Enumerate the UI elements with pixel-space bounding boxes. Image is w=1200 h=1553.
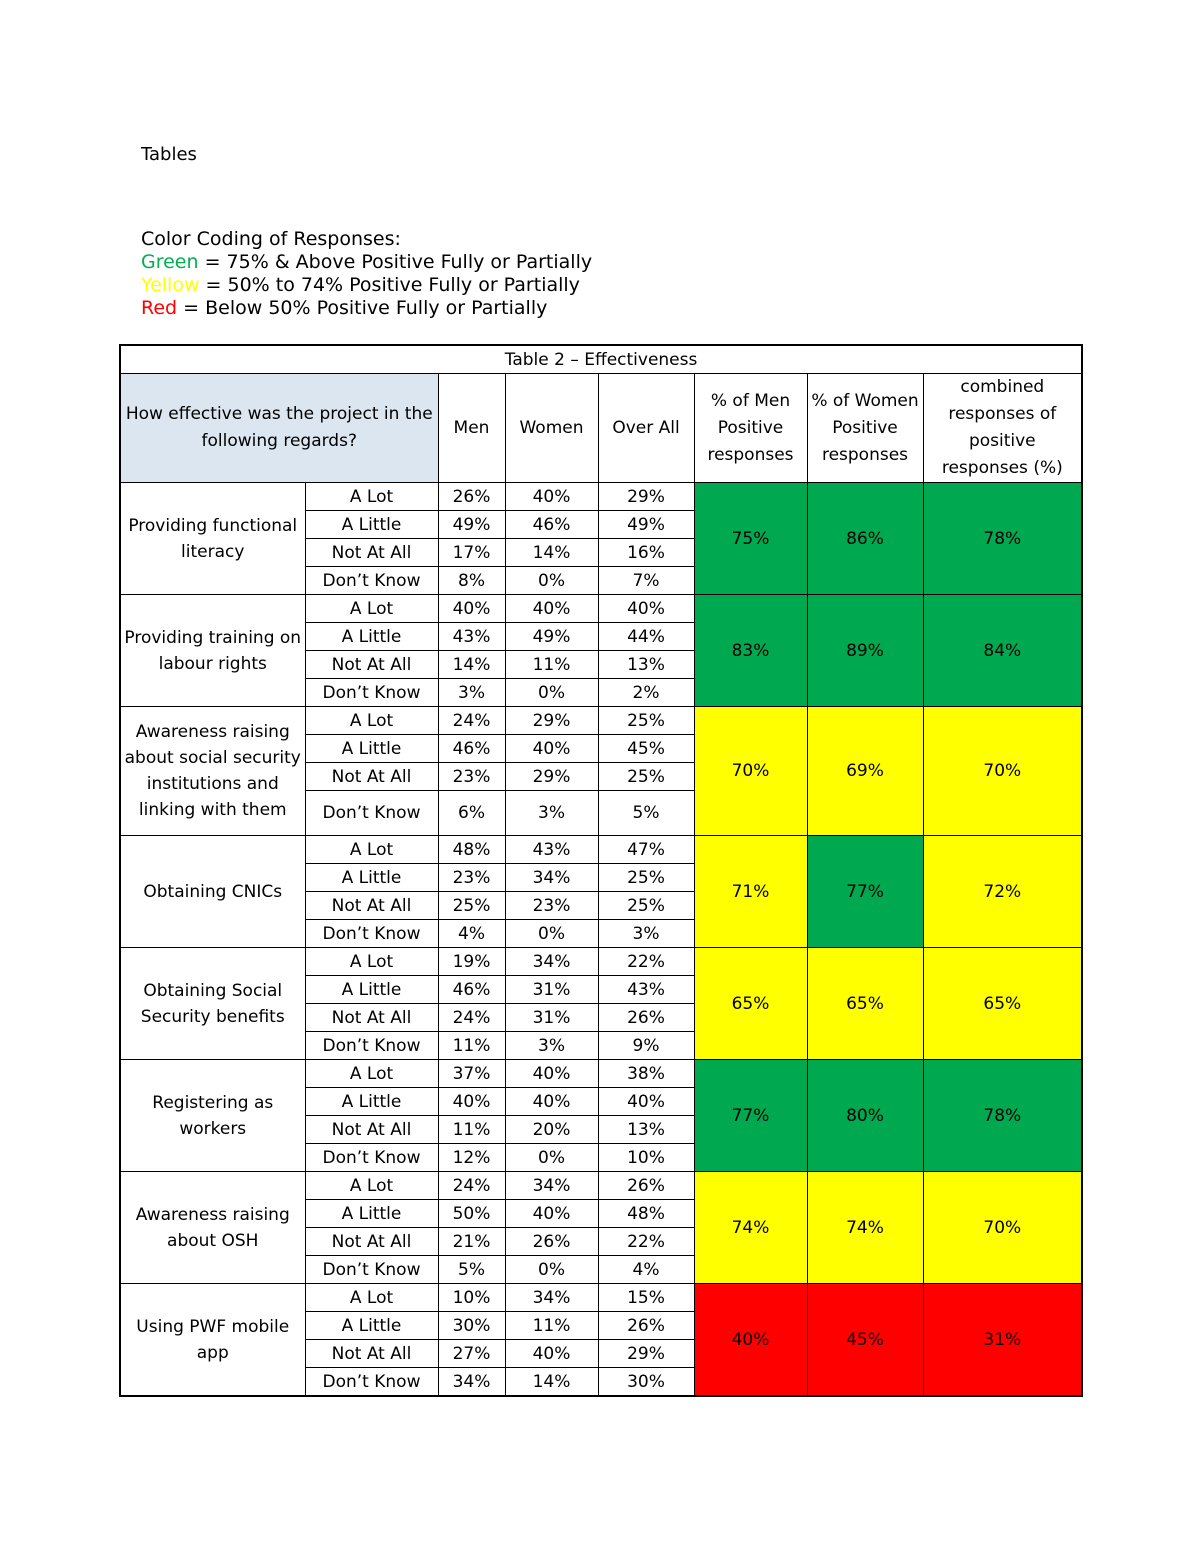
women-value: 40% xyxy=(505,483,598,511)
response-label: A Lot xyxy=(305,948,438,976)
topic-cell: Obtaining CNICs xyxy=(120,836,305,948)
men-positive-value: 77% xyxy=(694,1060,807,1172)
overall-value: 43% xyxy=(598,976,694,1004)
overall-value: 45% xyxy=(598,735,694,763)
legend-color-word: Red xyxy=(141,297,178,319)
overall-value: 10% xyxy=(598,1144,694,1172)
men-value: 14% xyxy=(438,651,505,679)
women-value: 49% xyxy=(505,623,598,651)
legend-color-word: Yellow xyxy=(141,274,200,296)
women-value: 40% xyxy=(505,1340,598,1368)
men-positive-value: 74% xyxy=(694,1172,807,1284)
men-header: Men xyxy=(438,374,505,483)
response-label: Not At All xyxy=(305,763,438,791)
women-value: 43% xyxy=(505,836,598,864)
combined-value: 72% xyxy=(923,836,1082,948)
response-label: Not At All xyxy=(305,1116,438,1144)
women-positive-value: 74% xyxy=(807,1172,923,1284)
response-label: A Lot xyxy=(305,836,438,864)
women-value: 40% xyxy=(505,595,598,623)
response-label: Don’t Know xyxy=(305,679,438,707)
response-label: A Lot xyxy=(305,707,438,735)
response-label: A Lot xyxy=(305,1284,438,1312)
men-value: 3% xyxy=(438,679,505,707)
men-value: 10% xyxy=(438,1284,505,1312)
women-value: 0% xyxy=(505,567,598,595)
men-value: 43% xyxy=(438,623,505,651)
women-value: 31% xyxy=(505,1004,598,1032)
overall-value: 48% xyxy=(598,1200,694,1228)
overall-value: 16% xyxy=(598,539,694,567)
topic-cell: Obtaining Social Security benefits xyxy=(120,948,305,1060)
overall-value: 26% xyxy=(598,1312,694,1340)
men-value: 19% xyxy=(438,948,505,976)
women-value: 40% xyxy=(505,1088,598,1116)
legend-color-word: Green xyxy=(141,251,199,273)
women-value: 34% xyxy=(505,864,598,892)
women-value: 14% xyxy=(505,1368,598,1397)
women-positive-value: 86% xyxy=(807,483,923,595)
women-value: 34% xyxy=(505,1284,598,1312)
men-positive-value: 83% xyxy=(694,595,807,707)
combined-header: combined responses of positive responses (%) xyxy=(923,374,1082,483)
response-label: Not At All xyxy=(305,892,438,920)
women-value: 0% xyxy=(505,1256,598,1284)
response-label: A Little xyxy=(305,735,438,763)
color-legend xyxy=(141,228,592,320)
women-header: Women xyxy=(505,374,598,483)
topic-cell: Registering as workers xyxy=(120,1060,305,1172)
overall-value: 25% xyxy=(598,892,694,920)
legend-title: Color Coding of Responses: xyxy=(141,228,401,250)
combined-value: 65% xyxy=(923,948,1082,1060)
women-positive-value: 80% xyxy=(807,1060,923,1172)
response-label: A Little xyxy=(305,1200,438,1228)
overall-value: 25% xyxy=(598,763,694,791)
response-label: A Little xyxy=(305,623,438,651)
women-value: 0% xyxy=(505,1144,598,1172)
response-label: Don’t Know xyxy=(305,1256,438,1284)
women-value: 40% xyxy=(505,735,598,763)
response-label: Don’t Know xyxy=(305,567,438,595)
page-heading: Tables xyxy=(141,144,197,165)
table-row xyxy=(120,1172,1082,1200)
response-label: A Little xyxy=(305,1088,438,1116)
women-value: 3% xyxy=(505,1032,598,1060)
overall-value: 2% xyxy=(598,679,694,707)
men-value: 6% xyxy=(438,791,505,836)
overall-value: 5% xyxy=(598,791,694,836)
men-value: 17% xyxy=(438,539,505,567)
women-value: 11% xyxy=(505,651,598,679)
table-row xyxy=(120,836,1082,864)
women-value: 23% xyxy=(505,892,598,920)
overall-value: 30% xyxy=(598,1368,694,1397)
women-value: 29% xyxy=(505,707,598,735)
legend-item-green xyxy=(141,251,592,274)
overall-value: 26% xyxy=(598,1004,694,1032)
combined-value: 84% xyxy=(923,595,1082,707)
overall-value: 29% xyxy=(598,483,694,511)
legend-text: = 50% to 74% Positive Fully or Partially xyxy=(199,274,580,296)
overall-header: Over All xyxy=(598,374,694,483)
men-value: 11% xyxy=(438,1032,505,1060)
response-label: Don’t Know xyxy=(305,1032,438,1060)
table-row xyxy=(120,1060,1082,1088)
legend-item-yellow xyxy=(141,274,592,297)
response-label: Not At All xyxy=(305,539,438,567)
men-value: 27% xyxy=(438,1340,505,1368)
overall-value: 38% xyxy=(598,1060,694,1088)
men-value: 4% xyxy=(438,920,505,948)
men-value: 12% xyxy=(438,1144,505,1172)
response-label: A Little xyxy=(305,864,438,892)
men-value: 24% xyxy=(438,1172,505,1200)
topic-cell: Awareness raising about OSH xyxy=(120,1172,305,1284)
men-value: 23% xyxy=(438,864,505,892)
overall-value: 26% xyxy=(598,1172,694,1200)
topic-cell: Using PWF mobile app xyxy=(120,1284,305,1397)
table-row xyxy=(120,483,1082,511)
table-row xyxy=(120,707,1082,735)
women-positive-value: 65% xyxy=(807,948,923,1060)
men-value: 48% xyxy=(438,836,505,864)
combined-value: 70% xyxy=(923,707,1082,836)
topic-cell: Awareness raising about social security institutions and linking with them xyxy=(120,707,305,836)
overall-value: 44% xyxy=(598,623,694,651)
overall-value: 9% xyxy=(598,1032,694,1060)
men-positive-header: % of Men Positive responses xyxy=(694,374,807,483)
men-value: 25% xyxy=(438,892,505,920)
overall-value: 22% xyxy=(598,1228,694,1256)
response-label: A Lot xyxy=(305,1172,438,1200)
women-value: 11% xyxy=(505,1312,598,1340)
response-label: Don’t Know xyxy=(305,1144,438,1172)
women-value: 26% xyxy=(505,1228,598,1256)
men-value: 24% xyxy=(438,707,505,735)
effectiveness-table xyxy=(119,344,1083,1397)
men-positive-value: 40% xyxy=(694,1284,807,1397)
women-positive-value: 77% xyxy=(807,836,923,948)
response-label: Not At All xyxy=(305,1228,438,1256)
response-label: Not At All xyxy=(305,651,438,679)
response-label: A Little xyxy=(305,511,438,539)
legend-text: = 75% & Above Positive Fully or Partially xyxy=(198,251,593,273)
men-value: 24% xyxy=(438,1004,505,1032)
overall-value: 7% xyxy=(598,567,694,595)
women-value: 34% xyxy=(505,948,598,976)
women-value: 0% xyxy=(505,920,598,948)
women-positive-header: % of Women Positive responses xyxy=(807,374,923,483)
table-title: Table 2 – Effectiveness xyxy=(120,345,1082,374)
men-value: 46% xyxy=(438,735,505,763)
topic-cell: Providing training on labour rights xyxy=(120,595,305,707)
men-value: 49% xyxy=(438,511,505,539)
men-value: 5% xyxy=(438,1256,505,1284)
overall-value: 3% xyxy=(598,920,694,948)
overall-value: 47% xyxy=(598,836,694,864)
women-value: 0% xyxy=(505,679,598,707)
overall-value: 15% xyxy=(598,1284,694,1312)
response-label: A Lot xyxy=(305,595,438,623)
overall-value: 13% xyxy=(598,651,694,679)
overall-value: 22% xyxy=(598,948,694,976)
men-value: 30% xyxy=(438,1312,505,1340)
women-value: 40% xyxy=(505,1060,598,1088)
combined-value: 31% xyxy=(923,1284,1082,1397)
overall-value: 25% xyxy=(598,864,694,892)
overall-value: 4% xyxy=(598,1256,694,1284)
women-positive-value: 89% xyxy=(807,595,923,707)
legend-item-red xyxy=(141,297,592,320)
table-row xyxy=(120,948,1082,976)
table-row xyxy=(120,595,1082,623)
women-value: 14% xyxy=(505,539,598,567)
men-value: 26% xyxy=(438,483,505,511)
combined-value: 78% xyxy=(923,1060,1082,1172)
men-value: 40% xyxy=(438,1088,505,1116)
men-value: 40% xyxy=(438,595,505,623)
combined-value: 70% xyxy=(923,1172,1082,1284)
legend-text: = Below 50% Positive Fully or Partially xyxy=(177,297,548,319)
men-positive-value: 75% xyxy=(694,483,807,595)
men-value: 50% xyxy=(438,1200,505,1228)
men-value: 34% xyxy=(438,1368,505,1397)
response-label: Not At All xyxy=(305,1004,438,1032)
table-row xyxy=(120,1284,1082,1312)
men-positive-value: 65% xyxy=(694,948,807,1060)
women-positive-value: 45% xyxy=(807,1284,923,1397)
response-label: A Lot xyxy=(305,1060,438,1088)
men-value: 21% xyxy=(438,1228,505,1256)
overall-value: 29% xyxy=(598,1340,694,1368)
men-value: 37% xyxy=(438,1060,505,1088)
women-value: 31% xyxy=(505,976,598,1004)
men-positive-value: 70% xyxy=(694,707,807,836)
men-value: 23% xyxy=(438,763,505,791)
response-label: A Lot xyxy=(305,483,438,511)
overall-value: 40% xyxy=(598,595,694,623)
question-header: How effective was the project in the following regards? xyxy=(120,374,438,483)
response-label: Don’t Know xyxy=(305,920,438,948)
response-label: A Little xyxy=(305,1312,438,1340)
men-value: 8% xyxy=(438,567,505,595)
overall-value: 40% xyxy=(598,1088,694,1116)
women-value: 3% xyxy=(505,791,598,836)
combined-value: 78% xyxy=(923,483,1082,595)
men-positive-value: 71% xyxy=(694,836,807,948)
women-value: 34% xyxy=(505,1172,598,1200)
overall-value: 25% xyxy=(598,707,694,735)
men-value: 46% xyxy=(438,976,505,1004)
women-value: 46% xyxy=(505,511,598,539)
men-value: 11% xyxy=(438,1116,505,1144)
overall-value: 49% xyxy=(598,511,694,539)
women-positive-value: 69% xyxy=(807,707,923,836)
women-value: 20% xyxy=(505,1116,598,1144)
women-value: 29% xyxy=(505,763,598,791)
response-label: Don’t Know xyxy=(305,1368,438,1397)
response-label: A Little xyxy=(305,976,438,1004)
overall-value: 13% xyxy=(598,1116,694,1144)
response-label: Don’t Know xyxy=(305,791,438,836)
response-label: Not At All xyxy=(305,1340,438,1368)
women-value: 40% xyxy=(505,1200,598,1228)
topic-cell: Providing functional literacy xyxy=(120,483,305,595)
